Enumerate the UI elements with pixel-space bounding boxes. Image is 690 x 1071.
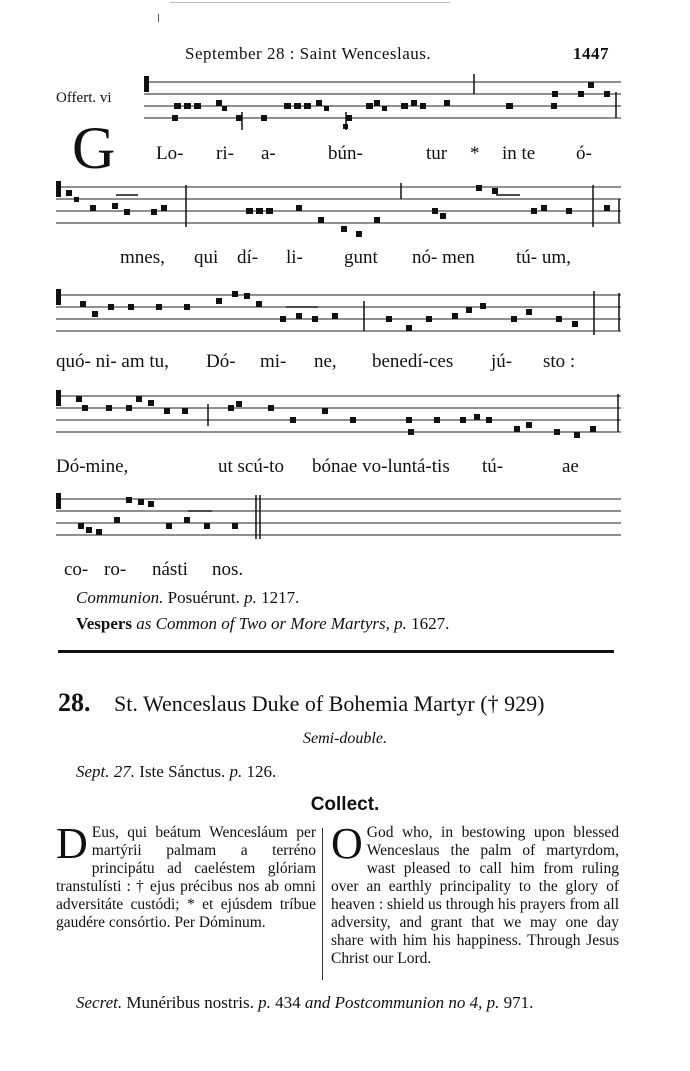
syllable: Lo- (156, 143, 184, 164)
communion-label: Communion. (76, 588, 164, 607)
syllable: ri- (216, 143, 234, 164)
syllable: co- (64, 559, 89, 580)
communion-p: p. (244, 588, 257, 607)
asterisk: * (470, 143, 480, 164)
lyrics-line-2 (56, 247, 621, 273)
syllable: Dó-mine, (56, 456, 129, 477)
secret-page2: 971. (503, 993, 534, 1012)
communion-text: Posuérunt. (167, 588, 240, 607)
lyrics-line-4 (56, 456, 621, 482)
introit-reference (76, 762, 276, 782)
collect-english (331, 819, 619, 968)
syllable: bún- (328, 143, 363, 164)
syllable: mi- (260, 351, 287, 372)
english-text: God who, in bestowing upon blessed Wenceslaus the palm of martyrdom, wast pleased to call him from ruling over an earthly principality to the glory of heaven : shield us through his prayers from all adversity, and grant that we may one day share with him his happiness. Through Jesus Christ our Lord. (331, 824, 619, 967)
feast-heading (58, 688, 658, 718)
secret-label: Secret. (76, 993, 123, 1012)
secret-no: no (448, 993, 466, 1012)
syllable: Dó- (206, 351, 236, 372)
syllable: ut scú-to (218, 456, 284, 477)
chant-staff-4 (56, 386, 621, 448)
chant-staff-3 (56, 283, 621, 347)
syllable: nos. (212, 559, 244, 580)
staff-lines-4 (56, 386, 621, 448)
secret-p2: p. (486, 993, 500, 1012)
syllable: in te (502, 143, 536, 164)
communion-line (76, 588, 299, 608)
header-title: September 28 : Saint Wenceslaus. (185, 44, 432, 63)
feast-rank: Semi-double. (303, 730, 387, 747)
introit-page: 126. (246, 762, 277, 781)
chant-staff-5 (56, 487, 621, 551)
secret-and: and Postcommunion (304, 993, 445, 1012)
page-mark (158, 14, 159, 22)
syllable: dí- (237, 247, 259, 268)
lyrics-line-3 (56, 351, 621, 377)
vespers-p: p. (394, 614, 407, 633)
syllable: ó- (576, 143, 592, 164)
vespers-text: as Common of Two or More Martyrs, (136, 614, 390, 633)
syllable: nó- men (412, 247, 475, 268)
page-number: 1447 (573, 44, 609, 63)
staff-lines-2 (56, 175, 621, 241)
collect-latin (56, 819, 316, 932)
syllable: tur (426, 143, 448, 164)
section-rule (58, 650, 614, 653)
syllable: ro- (104, 559, 127, 580)
vespers-label: Vespers (76, 614, 133, 633)
staff-lines-3 (56, 283, 621, 347)
vespers-line (76, 614, 449, 634)
syllable: a- (261, 143, 276, 164)
syllable: sto : (543, 351, 576, 372)
lyrics-line-5 (56, 559, 621, 585)
syllable: tú- (482, 456, 504, 477)
secret-no-value: 4, (469, 993, 483, 1012)
syllable: jú- (491, 351, 513, 372)
syllable: quó- ni- am tu, (56, 351, 169, 372)
secret-line (76, 993, 533, 1013)
collect-title: Collect. (310, 794, 380, 815)
latin-dropcap: D (56, 819, 88, 868)
lyrics-line-1 (56, 143, 621, 169)
syllable: bónae vo-luntá-tis (312, 456, 450, 477)
syllable: qui (194, 247, 219, 268)
chant-staff-2 (56, 175, 621, 241)
introit-p: p. (229, 762, 243, 781)
latin-text: Eus, qui beátum Wencesláum per martýrii palmam a terréno principátu ad caeléstem glóriam transtulísti : † ejus précibus nos ab omni adversitáte custódi; * et ejúsdem tríbue gaudére consórtio. Per Dóminum. (56, 824, 316, 931)
chant-staff-1 (56, 72, 621, 132)
syllable: ae (562, 456, 579, 477)
syllable: tú- um, (516, 247, 571, 268)
vespers-page: 1627. (411, 614, 450, 633)
syllable: mnes, (120, 247, 165, 268)
chant-initial: G (72, 115, 116, 181)
secret-page: 434 (275, 993, 301, 1012)
offertory-label: Offert. vi (56, 90, 112, 106)
syllable: gunt (344, 247, 378, 268)
syllable: li- (286, 247, 303, 268)
syllable: ne, (314, 351, 337, 372)
english-dropcap: O (331, 819, 363, 868)
column-divider (322, 828, 323, 980)
staff-lines-1 (56, 72, 621, 132)
page-top-rule (170, 2, 450, 3)
introit-date: Sept. 27. (76, 762, 136, 781)
secret-text: Munéribus nostris. (126, 993, 254, 1012)
feast-number: 28. (58, 688, 91, 717)
introit-text: Iste Sánctus. (139, 762, 226, 781)
communion-page: 1217. (261, 588, 300, 607)
feast-title: St. Wenceslaus Duke of Bohemia Martyr († 929) (114, 691, 545, 716)
staff-lines-5 (56, 487, 621, 551)
syllable: benedí-ces (372, 351, 454, 372)
secret-p: p. (258, 993, 271, 1012)
syllable: násti (152, 559, 188, 580)
